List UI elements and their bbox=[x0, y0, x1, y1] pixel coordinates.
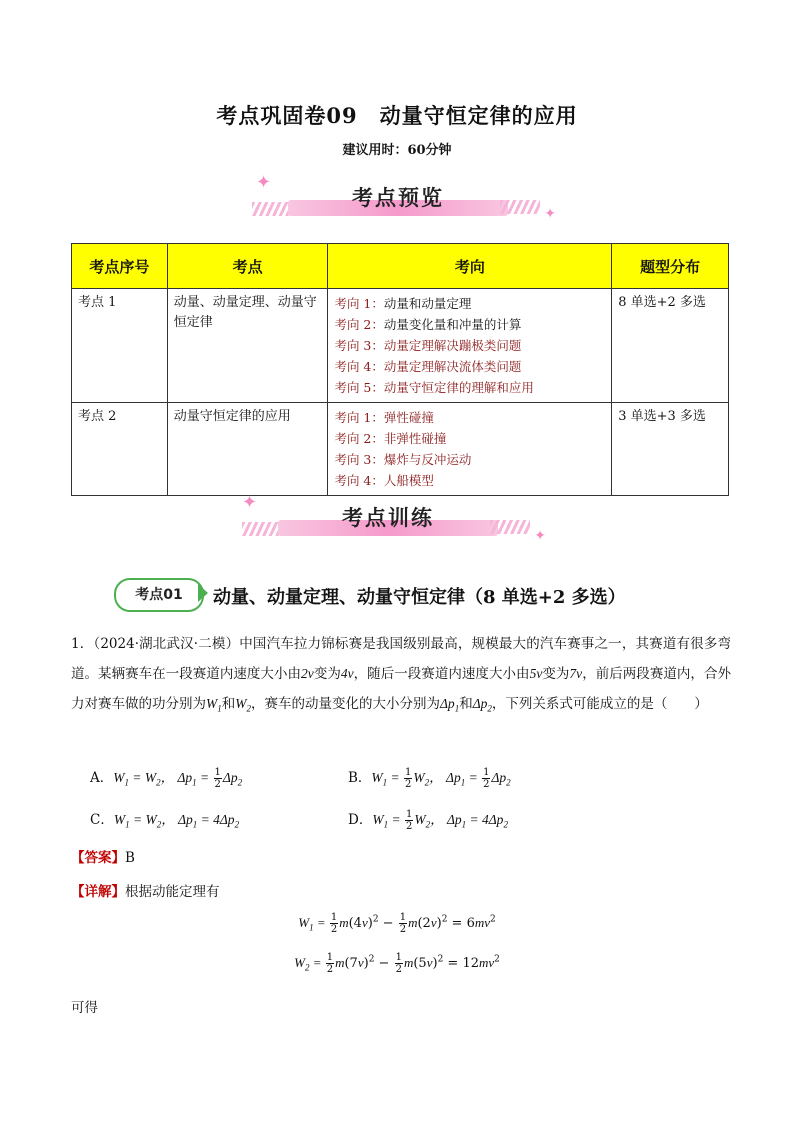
direction-item: 考向 3：爆炸与反冲运动 bbox=[334, 452, 472, 467]
option-a: A．$W_1 = W_2$， $\Delta p_1$ = $\frac{1}{2}$ $\Delta p_2$ bbox=[90, 767, 243, 790]
sparkle-icon: ✦ bbox=[256, 172, 272, 193]
cell-topic: 动量守恒定律的应用 bbox=[167, 403, 328, 496]
tail-text: 可得 bbox=[71, 1000, 98, 1016]
cell-directions bbox=[328, 403, 612, 496]
col-header: 考点序号 bbox=[72, 244, 168, 289]
table-row bbox=[72, 289, 729, 403]
table-row bbox=[72, 403, 729, 496]
direction-item: 考向 1：动量和动量定理 bbox=[334, 296, 472, 311]
overview-table bbox=[71, 243, 729, 496]
direction-item: 考向 1：弹性碰撞 bbox=[334, 410, 434, 425]
table-header-row bbox=[72, 244, 729, 289]
sparkle-icon: ✦ bbox=[544, 206, 556, 222]
equation-w2: $W_2$ = $\frac{1}{2}$ $m(7v)^2$ − $\frac{1}{2}$ $m(5v)^2 = 12mv^2$ bbox=[294, 952, 500, 975]
direction-item: 考向 5：动量守恒定律的理解和应用 bbox=[334, 380, 534, 395]
cell-topic: 动量、动量定理、动量守恒定律 bbox=[167, 289, 328, 403]
sparkle-icon: ✦ bbox=[242, 492, 258, 513]
cell-id: 考点 2 bbox=[72, 403, 168, 496]
cell-distribution: 8 单选+2 多选 bbox=[612, 289, 729, 403]
banner-preview-text: 考点预览 bbox=[352, 186, 444, 210]
detail-line: 【详解】根据动能定理有 bbox=[71, 884, 220, 900]
cell-distribution: 3 单选+3 多选 bbox=[612, 403, 729, 496]
direction-item: 考向 2：非弹性碰撞 bbox=[334, 431, 447, 446]
section-tag: 考点01 bbox=[114, 578, 204, 612]
direction-item: 考向 2：动量变化量和冲量的计算 bbox=[334, 317, 522, 332]
banner-training bbox=[228, 492, 548, 544]
direction-item: 考向 3：动量定理解决蹦极类问题 bbox=[334, 338, 522, 353]
banner-preview bbox=[238, 172, 558, 224]
col-header: 题型分布 bbox=[612, 244, 729, 289]
section-heading: 动量、动量定理、动量守恒定律（8 单选+2 多选） bbox=[213, 587, 626, 608]
col-header: 考点 bbox=[167, 244, 328, 289]
question-text: 1．（2024·湖北武汉·二模）中国汽车拉力锦标赛是我国级别最高，规模最大的汽车赛事之一，其赛道有很多弯道。某辆赛车在一段赛道内速度大小由2v变为4v，随后一段赛道内速度大小由5v变为7v，前后两段赛道内，合外力对赛车做的功分别为$W_1$和$W_2$，赛车的动量变化的大小分别为$\Delta p_1$和$\Delta p_2$，下列关系式可能成立的是（ ） bbox=[71, 636, 731, 714]
cell-id: 考点 1 bbox=[72, 289, 168, 403]
direction-item: 考向 4：人船模型 bbox=[334, 473, 434, 488]
suggested-time: 建议用时：60分钟 bbox=[342, 143, 452, 158]
option-c: C．$W_1 = W_2$， $\Delta p_1 = 4\Delta p_2$ bbox=[90, 812, 240, 830]
direction-item: 考向 4：动量定理解决流体类问题 bbox=[334, 359, 522, 374]
option-b: B．$W_1$ = $\frac{1}{2}$ $W_2$， $\Delta p_1$ = $\frac{1}{2}$ $\Delta p_2$ bbox=[348, 767, 511, 790]
option-d: D．$W_1$ = $\frac{1}{2}$ $W_2$， $\Delta p_1 = 4\Delta p_2$ bbox=[348, 809, 508, 832]
arrow-right-icon bbox=[198, 584, 208, 602]
sparkle-icon: ✦ bbox=[534, 528, 546, 544]
equation-w1: $W_1$ = $\frac{1}{2}$ $m(4v)^2$ − $\frac{1}{2}$ $m(2v)^2 = 6mv^2$ bbox=[298, 912, 496, 935]
banner-training-text: 考点训练 bbox=[342, 506, 434, 530]
cell-directions bbox=[328, 289, 612, 403]
answer-line: 【答案】B bbox=[71, 850, 135, 866]
page-title: 考点巩固卷09 动量守恒定律的应用 bbox=[216, 103, 578, 128]
col-header: 考向 bbox=[328, 244, 612, 289]
